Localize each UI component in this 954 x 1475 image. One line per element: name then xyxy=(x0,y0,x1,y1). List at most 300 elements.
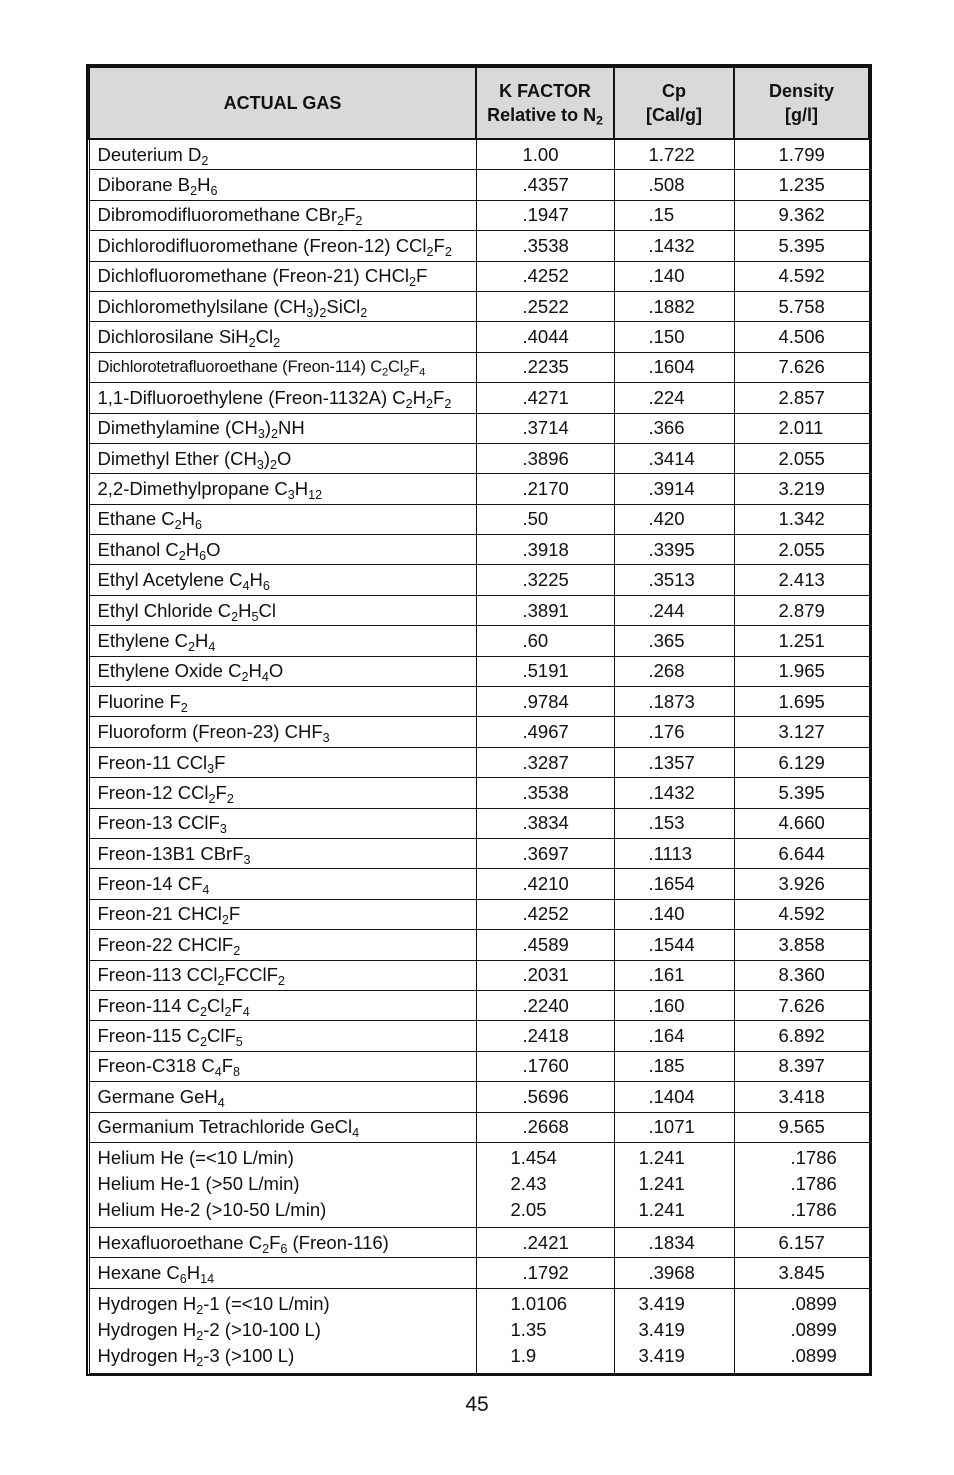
gas-name-cell xyxy=(89,838,476,868)
k-factor-cell xyxy=(476,1288,614,1373)
name-text: Helium He (=<10 L/min) xyxy=(97,1146,294,1168)
name-text: Hydrogen H xyxy=(97,1318,197,1340)
name-text: F xyxy=(433,386,445,408)
cp-cell: .161 xyxy=(614,960,734,990)
gas-name-cell xyxy=(89,1112,476,1142)
name-text: Hexafluoroethane C xyxy=(97,1231,263,1253)
cp-cell: .3513 xyxy=(614,565,734,595)
gas-name-cell xyxy=(89,231,476,261)
name-text: -1 (=<10 L/min) xyxy=(203,1292,330,1314)
table-row xyxy=(89,1258,869,1288)
cp-cell: .1604 xyxy=(614,352,734,382)
name-text: Dichlorotetrafluoroethane (Freon-114) C xyxy=(97,358,382,377)
density-cell: 4.592 xyxy=(734,261,869,291)
table-row xyxy=(89,869,869,899)
gas-name-cell xyxy=(89,1082,476,1112)
k-value: 1.0106 xyxy=(510,1292,568,1314)
k-factor-cell: .1947 xyxy=(476,200,614,230)
gas-name-cell xyxy=(89,1142,476,1227)
gas-properties-table xyxy=(88,66,870,1374)
table-row xyxy=(89,1112,869,1142)
density-cell: 6.644 xyxy=(734,838,869,868)
table-header xyxy=(89,67,869,139)
k-factor-cell: .5191 xyxy=(476,656,614,686)
cp-cell: .224 xyxy=(614,383,734,413)
subscript: 4 xyxy=(208,639,216,654)
gas-name-cell xyxy=(89,474,476,504)
cp-cell: .420 xyxy=(614,504,734,534)
name-text: H xyxy=(197,174,211,196)
subscript: 2 xyxy=(221,913,229,928)
k-factor-cell: .2240 xyxy=(476,990,614,1020)
header-k-factor xyxy=(476,67,614,139)
gas-name-cell xyxy=(89,383,476,413)
subscript: 6 xyxy=(179,1271,187,1286)
name-text: Hexane C xyxy=(97,1261,180,1283)
name-text: H xyxy=(195,629,209,651)
name-text: H xyxy=(181,508,196,530)
k-factor-cell: .4044 xyxy=(476,322,614,352)
cp-cell xyxy=(614,1142,734,1227)
gas-name-cell xyxy=(89,352,476,382)
name-text: F xyxy=(221,1055,234,1077)
name-text: F xyxy=(214,751,226,773)
cp-cell: .140 xyxy=(614,261,734,291)
cp-cell: .1432 xyxy=(614,231,734,261)
subscript: 3 xyxy=(243,852,251,867)
cp-value: 1.241 xyxy=(638,1172,685,1194)
subscript: 2 xyxy=(277,974,285,988)
name-text: ) xyxy=(264,417,272,439)
table-row xyxy=(89,261,869,291)
k-factor-cell: .4357 xyxy=(476,170,614,200)
name-text: Freon-11 CCl xyxy=(97,751,208,773)
name-text: Dibromodifluoromethane CBr xyxy=(97,204,338,226)
name-text: Hydrogen H xyxy=(97,1344,197,1366)
name-text: FCClF xyxy=(224,964,278,986)
gas-name-cell xyxy=(89,960,476,990)
name-text: O xyxy=(277,447,292,469)
density-cell: 5.395 xyxy=(734,231,869,261)
name-text: Freon-114 C xyxy=(97,994,200,1016)
gas-name-cell xyxy=(89,990,476,1020)
name-text: NH xyxy=(278,417,305,439)
density-cell: 4.506 xyxy=(734,322,869,352)
subscript: 3 xyxy=(287,487,295,502)
density-cell: 7.626 xyxy=(734,352,869,382)
gas-name-cell xyxy=(89,413,476,443)
subscript: 8 xyxy=(233,1065,241,1080)
density-cell: 6.892 xyxy=(734,1021,869,1051)
cp-cell: .366 xyxy=(614,413,734,443)
density-cell: 2.879 xyxy=(734,595,869,625)
density-value: .0899 xyxy=(790,1344,837,1366)
cp-value: 3.419 xyxy=(638,1344,685,1366)
name-text: Fluorine F xyxy=(97,690,181,712)
gas-name-cell xyxy=(89,808,476,838)
name-text: (Freon-116) xyxy=(287,1231,389,1253)
cp-cell: .176 xyxy=(614,717,734,747)
k-value: 1.35 xyxy=(510,1318,547,1340)
subscript: 4 xyxy=(202,882,210,897)
subscript: 6 xyxy=(262,578,270,593)
subscript: 2 xyxy=(199,1004,207,1019)
table-row xyxy=(89,443,869,473)
table-row xyxy=(89,808,869,838)
subscript: 3 xyxy=(322,730,330,745)
table-row xyxy=(89,231,869,261)
k-factor-cell: .2031 xyxy=(476,960,614,990)
name-text: Diborane B xyxy=(97,174,191,196)
density-cell: 2.011 xyxy=(734,413,869,443)
table-row xyxy=(89,170,869,200)
table-row xyxy=(89,1288,869,1373)
gas-name-line xyxy=(98,1197,476,1223)
density-cell: 1.695 xyxy=(734,687,869,717)
gas-name-cell xyxy=(89,687,476,717)
name-text: F xyxy=(344,204,356,226)
cp-cell: .1113 xyxy=(614,838,734,868)
gas-name-line xyxy=(98,1343,476,1369)
cp-cell: .160 xyxy=(614,990,734,1020)
gas-name-cell xyxy=(89,1051,476,1081)
density-cell: 2.055 xyxy=(734,443,869,473)
subscript: 2 xyxy=(180,700,188,715)
subscript: 4 xyxy=(352,1125,360,1140)
subscript: 4 xyxy=(217,1095,225,1110)
density-cell: 6.129 xyxy=(734,747,869,777)
gas-name-cell xyxy=(89,535,476,565)
table-row xyxy=(89,535,869,565)
density-cell: 1.799 xyxy=(734,139,869,170)
density-cell: 5.758 xyxy=(734,291,869,321)
density-cell: 3.858 xyxy=(734,930,869,960)
subscript: 2 xyxy=(262,1241,270,1256)
table-row xyxy=(89,656,869,686)
name-text: Dichlorodifluoromethane (Freon-12) CCl xyxy=(97,234,427,256)
table-row xyxy=(89,1051,869,1081)
density-cell: 2.413 xyxy=(734,565,869,595)
cp-cell: .1834 xyxy=(614,1227,734,1257)
k-factor-cell: .3538 xyxy=(476,231,614,261)
gas-name-cell xyxy=(89,261,476,291)
subscript: 6 xyxy=(280,1241,288,1256)
name-text: H xyxy=(238,599,252,621)
k-factor-cell: .4252 xyxy=(476,261,614,291)
table-row xyxy=(89,626,869,656)
density-cell: 4.592 xyxy=(734,899,869,929)
subscript: 2 xyxy=(224,1004,232,1019)
gas-name-cell xyxy=(89,1258,476,1288)
name-text: Freon-113 CCl xyxy=(97,964,218,986)
name-text: F xyxy=(269,1231,281,1253)
subscript: 4 xyxy=(419,366,426,379)
subscript: 6 xyxy=(210,183,218,198)
density-cell: 3.926 xyxy=(734,869,869,899)
table-row xyxy=(89,990,869,1020)
table-row xyxy=(89,322,869,352)
cp-cell: .1357 xyxy=(614,747,734,777)
subscript: 5 xyxy=(251,609,259,624)
density-cell xyxy=(734,1142,869,1227)
subscript: 2 xyxy=(190,183,198,198)
k-factor-cell: .50 xyxy=(476,504,614,534)
name-text: Ethylene Oxide C xyxy=(97,660,242,682)
k-factor-cell: .2522 xyxy=(476,291,614,321)
density-value: .0899 xyxy=(790,1318,837,1340)
cp-cell: .1873 xyxy=(614,687,734,717)
cp-cell: .185 xyxy=(614,1051,734,1081)
header-k-factor-line2: Relative to $N_2$ xyxy=(487,105,603,128)
k-factor-cell: .3918 xyxy=(476,535,614,565)
cp-cell: .1404 xyxy=(614,1082,734,1112)
name-text: Dichloromethylsilane (CH xyxy=(97,295,307,317)
subscript: 2 xyxy=(355,214,363,229)
subscript: 6 xyxy=(199,548,207,563)
name-text: 1,1-Difluoroethylene (Freon-1132A) C xyxy=(97,386,406,408)
name-text: F xyxy=(228,903,241,925)
name-text: Freon-115 C xyxy=(97,1025,200,1047)
table-row xyxy=(89,504,869,534)
cp-cell: .365 xyxy=(614,626,734,656)
gas-name-cell xyxy=(89,443,476,473)
name-text: O xyxy=(268,660,284,682)
name-text: Dichlorosilane SiH xyxy=(97,326,249,348)
subscript: 2 xyxy=(426,244,434,259)
name-text: ClF xyxy=(206,1025,236,1047)
k-factor-cell: .3287 xyxy=(476,747,614,777)
table-row xyxy=(89,383,869,413)
name-text: Cl xyxy=(255,326,274,348)
density-cell: 1.965 xyxy=(734,656,869,686)
subscript: 2 xyxy=(196,1302,204,1317)
gas-name-line xyxy=(98,1291,476,1317)
subscript: 2 xyxy=(199,1034,207,1049)
subscript: 4 xyxy=(242,1004,250,1019)
subscript: 2 xyxy=(201,153,209,168)
table-row xyxy=(89,1021,869,1051)
table-row xyxy=(89,595,869,625)
table-body xyxy=(89,139,869,1373)
gas-name-cell xyxy=(89,656,476,686)
subscript: 4 xyxy=(242,578,250,593)
gas-name-cell xyxy=(89,869,476,899)
cp-cell: .1071 xyxy=(614,1112,734,1142)
name-text: O xyxy=(206,538,221,560)
cp-cell: .3414 xyxy=(614,443,734,473)
k-factor-cell: .2418 xyxy=(476,1021,614,1051)
k-factor-cell: .2421 xyxy=(476,1227,614,1257)
name-text: ) xyxy=(263,447,271,469)
k-factor-cell: .4252 xyxy=(476,899,614,929)
cp-value: 1.241 xyxy=(638,1146,685,1168)
gas-name-cell xyxy=(89,322,476,352)
subscript: 2 xyxy=(241,670,249,685)
subscript: 2 xyxy=(208,791,216,806)
subscript: 3 xyxy=(219,822,227,837)
cp-cell: .150 xyxy=(614,322,734,352)
density-cell: 1.251 xyxy=(734,626,869,656)
name-text: F xyxy=(215,781,227,803)
subscript: 3 xyxy=(306,305,314,320)
cp-cell: .140 xyxy=(614,899,734,929)
subscript: 2 xyxy=(217,974,225,988)
density-cell: 7.626 xyxy=(734,990,869,1020)
subscript: 4 xyxy=(261,670,269,685)
gas-name-cell xyxy=(89,747,476,777)
subscript: 2 xyxy=(178,548,186,563)
gas-name-cell xyxy=(89,200,476,230)
table-row xyxy=(89,1082,869,1112)
name-text: H xyxy=(185,538,200,560)
k-factor-cell: .2668 xyxy=(476,1112,614,1142)
k-factor-cell: .3896 xyxy=(476,443,614,473)
table-row xyxy=(89,1142,869,1227)
header-cp: Cp [Cal/g] xyxy=(614,67,734,139)
subscript: 2 xyxy=(270,457,278,472)
k-factor-cell: .3714 xyxy=(476,413,614,443)
name-text: H xyxy=(186,1261,201,1283)
table-row xyxy=(89,930,869,960)
subscript: 12 xyxy=(308,487,323,502)
subscript: 2 xyxy=(409,275,417,290)
table-row xyxy=(89,413,869,443)
gas-name-line xyxy=(98,1171,476,1197)
k-factor-cell: 1.00 xyxy=(476,139,614,170)
cp-cell: .508 xyxy=(614,170,734,200)
gas-name-cell xyxy=(89,170,476,200)
table-row xyxy=(89,747,869,777)
subscript: 2 xyxy=(360,305,368,320)
density-cell: 8.360 xyxy=(734,960,869,990)
gas-name-cell xyxy=(89,899,476,929)
density-cell: 9.565 xyxy=(734,1112,869,1142)
subscript: 2 xyxy=(196,1354,204,1369)
k-factor-cell: .9784 xyxy=(476,687,614,717)
name-text: Freon-22 CHClF xyxy=(97,933,234,955)
cp-cell: .153 xyxy=(614,808,734,838)
name-text: SiCl xyxy=(326,295,361,317)
density-cell: 3.418 xyxy=(734,1082,869,1112)
name-text: Dimethyl Ether (CH xyxy=(97,447,257,469)
table-row xyxy=(89,474,869,504)
table-row xyxy=(89,717,869,747)
density-value: .1786 xyxy=(790,1146,837,1168)
k-factor-cell: .3697 xyxy=(476,838,614,868)
density-cell: 3.845 xyxy=(734,1258,869,1288)
subscript: 3 xyxy=(207,761,215,776)
name-text: H xyxy=(412,386,427,408)
cp-value: 3.419 xyxy=(638,1318,685,1340)
name-text: Cl xyxy=(258,599,277,621)
name-text: Freon-21 CHCl xyxy=(97,903,222,925)
k-factor-cell: .5696 xyxy=(476,1082,614,1112)
header-k-factor-line1: K FACTOR xyxy=(499,81,591,101)
name-text: Cl xyxy=(206,994,225,1016)
subscript: 5 xyxy=(235,1034,243,1049)
subscript: 2 xyxy=(319,305,327,320)
cp-cell: .3914 xyxy=(614,474,734,504)
gas-name-cell xyxy=(89,626,476,656)
name-text: H xyxy=(249,569,263,591)
subscript: 2 xyxy=(337,214,345,229)
subscript: 2 xyxy=(271,426,279,441)
cp-cell: .1882 xyxy=(614,291,734,321)
subscript: 2 xyxy=(174,518,182,533)
name-text: Germane GeH xyxy=(97,1085,218,1107)
gas-name-cell xyxy=(89,139,476,170)
name-text: ) xyxy=(313,295,320,317)
name-text: Helium He-1 (>50 L/min) xyxy=(97,1172,300,1194)
density-cell: 2.055 xyxy=(734,535,869,565)
name-text: Ethanol C xyxy=(97,538,179,560)
header-density: Density [g/l] xyxy=(734,67,869,139)
density-cell xyxy=(734,1288,869,1373)
table-row xyxy=(89,899,869,929)
name-text: Deuterium D xyxy=(97,143,202,165)
page-number: 45 xyxy=(465,1393,489,1416)
density-cell: 1.235 xyxy=(734,170,869,200)
name-text: Fluoroform (Freon-23) CHF xyxy=(97,721,323,743)
name-text: Freon-12 CCl xyxy=(97,781,209,803)
name-text: F xyxy=(231,994,243,1016)
k-factor-cell: .4271 xyxy=(476,383,614,413)
k-factor-cell: .3891 xyxy=(476,595,614,625)
k-value: 2.43 xyxy=(510,1172,547,1194)
cp-cell: .164 xyxy=(614,1021,734,1051)
k-factor-cell: .60 xyxy=(476,626,614,656)
subscript: 2 xyxy=(233,943,241,958)
gas-name-line xyxy=(98,1317,476,1343)
density-cell: 5.395 xyxy=(734,778,869,808)
cp-cell xyxy=(614,1288,734,1373)
k-factor-cell: .4210 xyxy=(476,869,614,899)
name-text: Ethane C xyxy=(97,508,175,530)
name-text: Dimethylamine (CH xyxy=(97,417,258,439)
subscript: 14 xyxy=(200,1271,215,1286)
subscript: 2 xyxy=(188,639,195,654)
table-row xyxy=(89,352,869,382)
k-value: 1.9 xyxy=(510,1344,537,1366)
table-row xyxy=(89,960,869,990)
subscript: 3 xyxy=(256,457,264,472)
cp-cell: .244 xyxy=(614,595,734,625)
name-text: F xyxy=(409,358,420,377)
density-value: .1786 xyxy=(790,1198,837,1220)
subscript: 2 xyxy=(226,791,234,806)
density-cell: 9.362 xyxy=(734,200,869,230)
k-factor-cell: .3538 xyxy=(476,778,614,808)
cp-value: 1.241 xyxy=(638,1198,685,1220)
gas-name-cell xyxy=(89,930,476,960)
density-value: .1786 xyxy=(790,1172,837,1194)
gas-name-line xyxy=(98,1145,476,1171)
cp-cell: .1432 xyxy=(614,778,734,808)
name-text: H xyxy=(294,477,309,499)
name-text: Germanium Tetrachloride GeCl xyxy=(97,1116,353,1138)
name-text: F xyxy=(416,265,428,287)
gas-name-cell xyxy=(89,291,476,321)
density-cell: 2.857 xyxy=(734,383,869,413)
table-row xyxy=(89,778,869,808)
table-row xyxy=(89,565,869,595)
cp-value: 3.419 xyxy=(638,1292,685,1314)
subscript: 2 xyxy=(444,396,452,411)
cp-cell: .3395 xyxy=(614,535,734,565)
gas-name-cell xyxy=(89,1288,476,1373)
name-text: -3 (>100 L) xyxy=(203,1344,295,1366)
cp-cell: 1.722 xyxy=(614,139,734,170)
